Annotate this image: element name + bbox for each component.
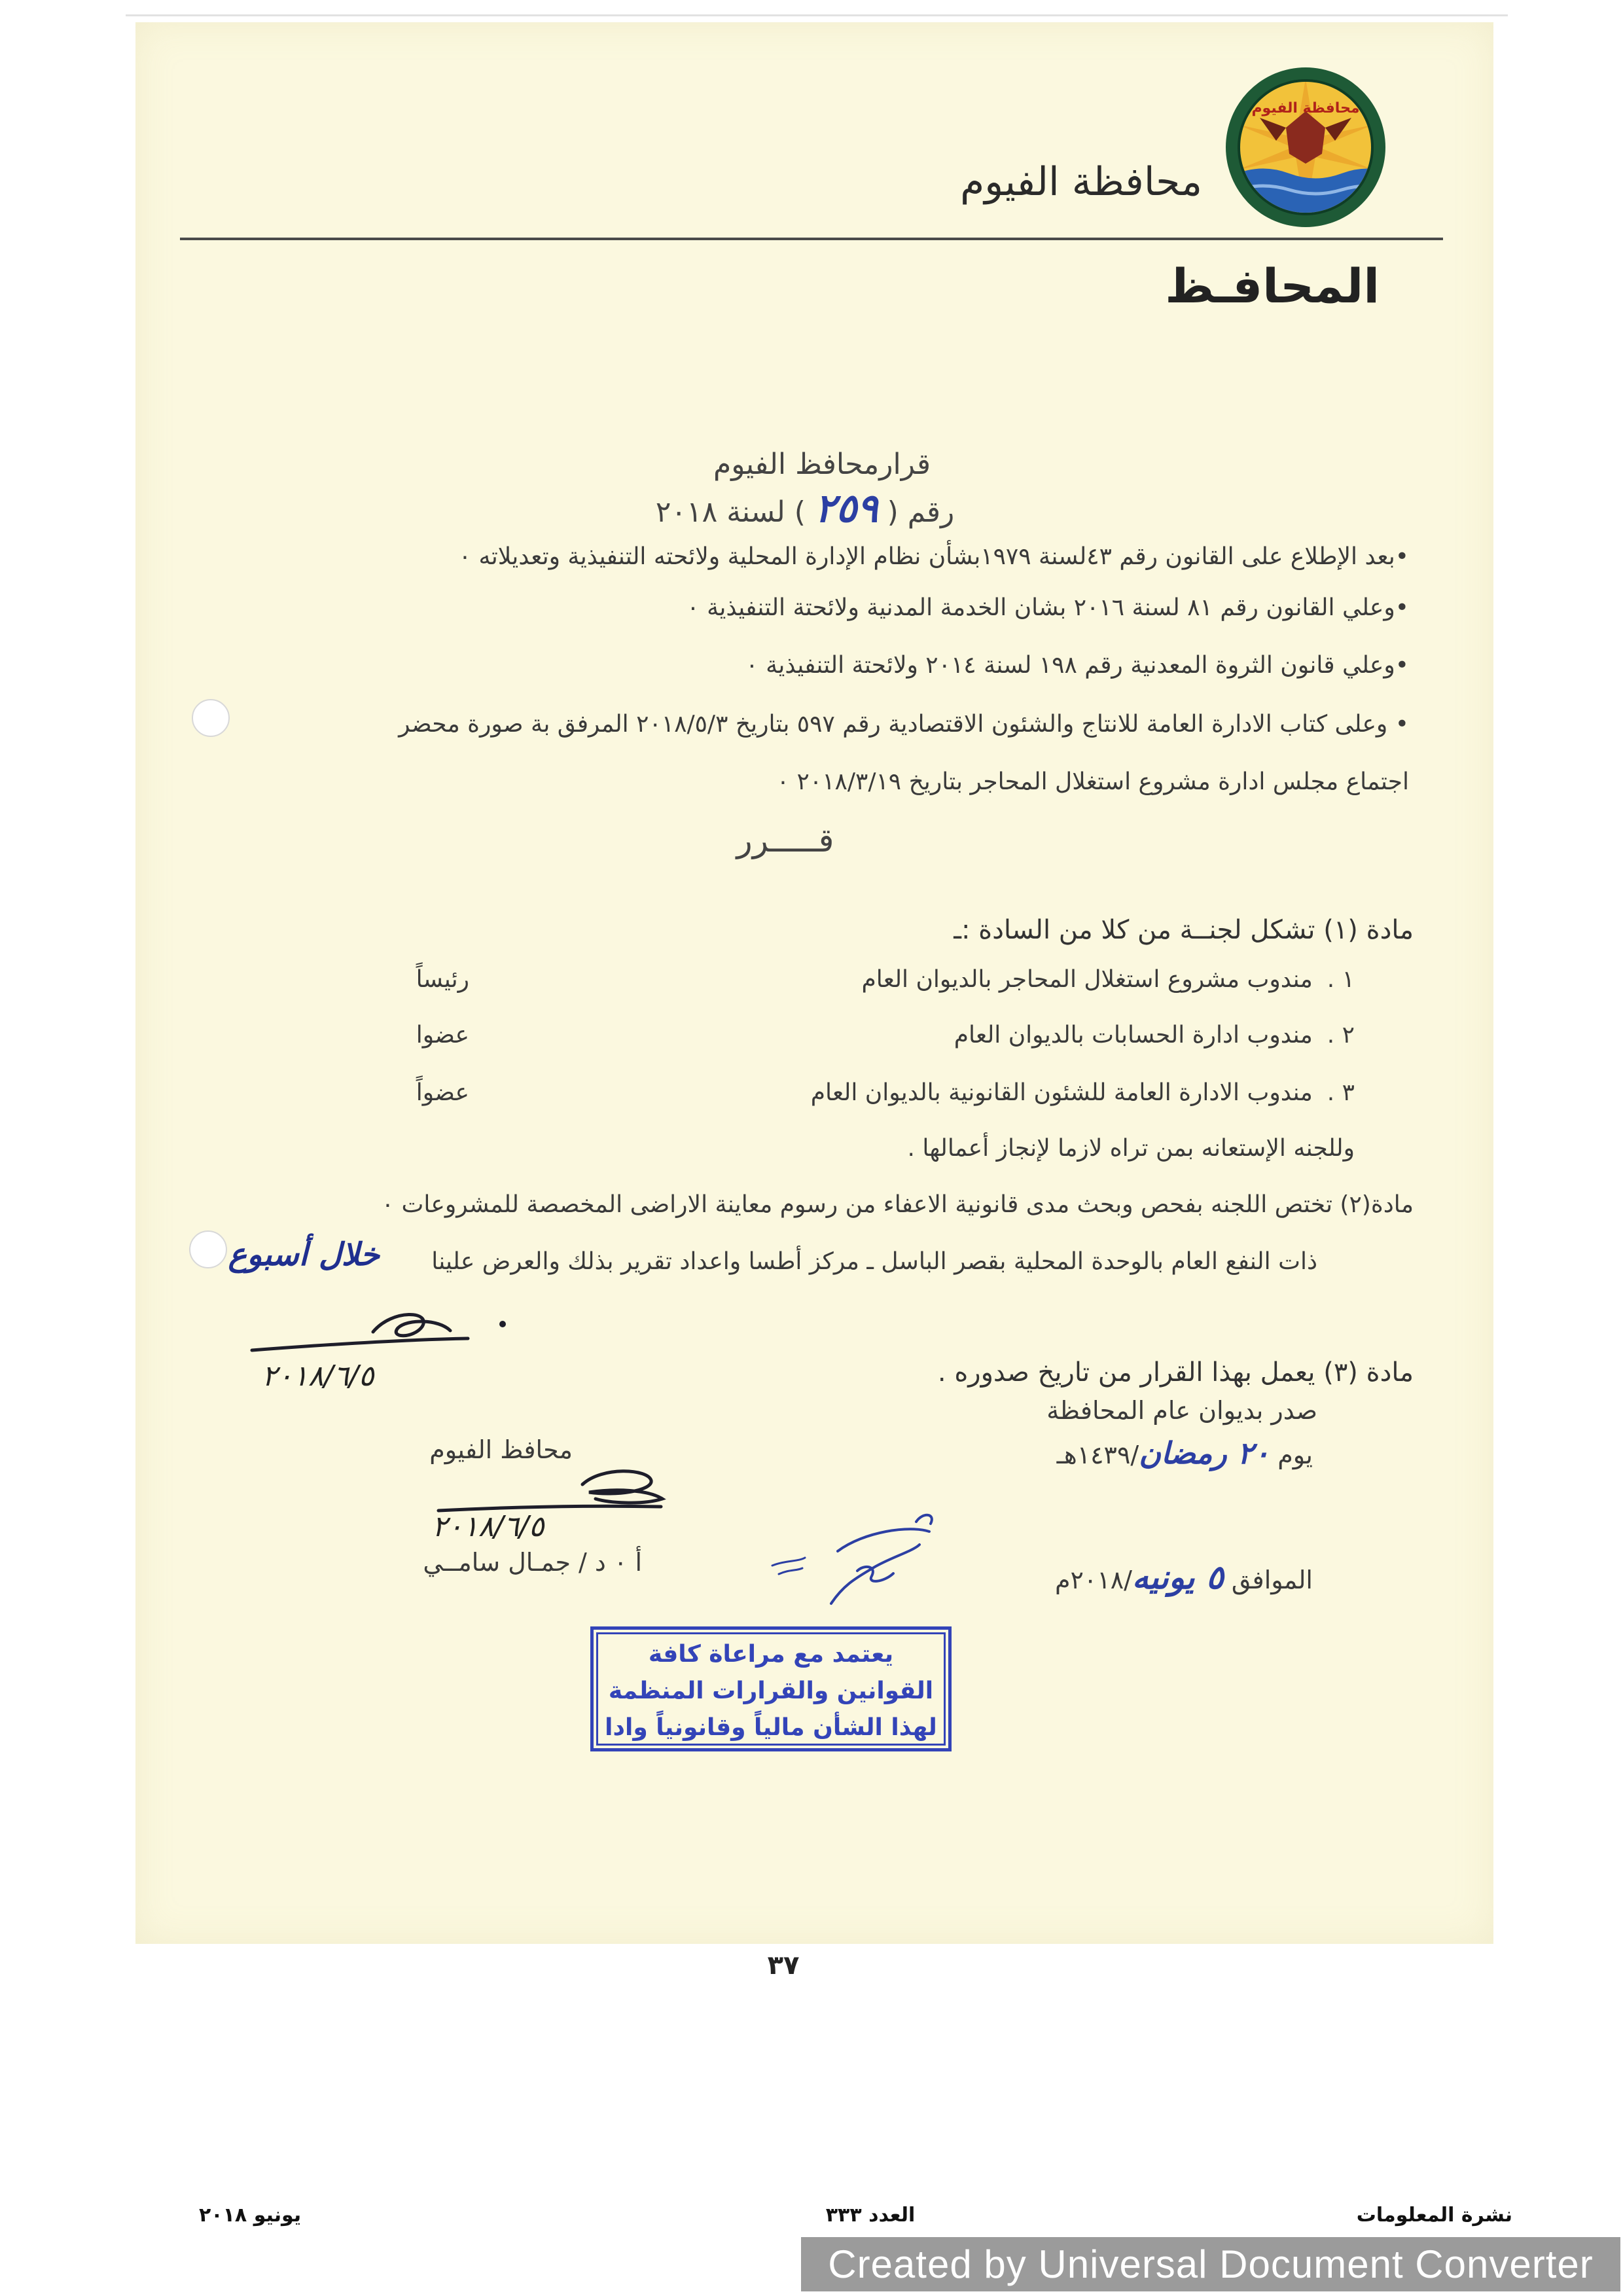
article-2-line: مادة(٢) تختص اللجنه بفحص وبحث مدى قانونية الاعفاء من رسوم معاينة الاراضى المخصصة للمشروعات ٠ xyxy=(381,1191,1414,1218)
decided-heading: قـــــرر xyxy=(736,821,834,859)
hijri-date-printed: /١٤٣٩هـ xyxy=(1056,1441,1139,1469)
punch-hole xyxy=(192,699,230,737)
member-name: مندوب ادارة الحسابات بالديوان العام xyxy=(954,1022,1313,1049)
governor-name: أ ٠ د / جمـال سامــي xyxy=(423,1548,642,1577)
member-name: مندوب الادارة العامة للشئون القانونية بالديوان العام xyxy=(810,1079,1313,1106)
punch-hole xyxy=(189,1230,227,1268)
footer-issue: العدد ٣٣٣ xyxy=(825,2204,916,2227)
decree-number-suffix: ) لسنة ٢٠١٨ xyxy=(655,495,806,529)
stamp-line: القوانين والقرارات المنظمة xyxy=(608,1677,934,1704)
gregorian-date-handwritten: ٥ يونيه xyxy=(1132,1558,1224,1596)
converter-watermark: Created by Universal Document Converter xyxy=(801,2237,1620,2291)
margin-signature-date: ٢٠١٨/٦/٥ xyxy=(262,1359,374,1393)
governor-signature-date: ٢٠١٨/٦/٥ xyxy=(432,1510,544,1543)
committee-note: وللجنه الإستعانه بمن تراه لازما لإنجاز أعمالها . xyxy=(907,1135,1355,1162)
member-number: ١ . xyxy=(1327,966,1355,993)
decree-heading: قرارمحافظ الفيوم xyxy=(713,448,931,481)
member-number: ٣ . xyxy=(1327,1079,1355,1106)
hijri-date-line xyxy=(1057,1437,1313,1471)
article-1-heading: مادة (١) تشكل لجنــة من كلا من السادة :ـ xyxy=(954,915,1414,945)
governorate-logo xyxy=(1224,65,1387,229)
member-role: رئيساً xyxy=(416,966,469,993)
decree-number-line xyxy=(589,486,1021,535)
member-number: ٢ . xyxy=(1327,1022,1355,1049)
hijri-date-label: يوم xyxy=(1277,1441,1313,1469)
preamble-line: •بعد الإطلاع على القانون رقم ٤٣لسنة ١٩٧٩بشأن نظام الإدارة المحلية ولائحته التنفيذية وتعديلاته ٠ xyxy=(458,543,1409,570)
issued-at: صدر بديوان عام المحافظة xyxy=(1046,1396,1317,1425)
governorate-title: محافظة الفيوم xyxy=(960,159,1202,205)
decree-number-prefix: رقم ( xyxy=(887,495,955,529)
footer-date: يونيو ٢٠١٨ xyxy=(199,2204,302,2227)
preamble-line: اجتماع مجلس ادارة مشروع استغلال المحاجر بتاريخ ٢٠١٨/٣/١٩ ٠ xyxy=(776,768,1409,795)
hijri-date-handwritten: ٢٠ رمضان xyxy=(1139,1435,1270,1471)
article-3-heading: مادة (٣) يعمل بهذا القرار من تاريخ صدوره . xyxy=(937,1357,1414,1388)
member-role: عضوا xyxy=(416,1022,469,1049)
page-number: ٣٧ xyxy=(767,1950,800,1981)
stamp-line: لهذا الشأن مالياً وقانونياً وادا xyxy=(605,1714,937,1741)
office-title: المحافـظ xyxy=(1165,259,1380,314)
committee-member xyxy=(861,963,1355,996)
gregorian-date-label: الموافق xyxy=(1231,1566,1313,1594)
footer-publication: نشرة المعلومات xyxy=(1356,2204,1512,2227)
preamble-line: •وعلي القانون رقم ٨١ لسنة ٢٠١٦ بشان الخدمة المدنية ولائحتة التنفيذية ٠ xyxy=(687,594,1409,621)
handwritten-addition: خلال أسبوع xyxy=(228,1236,380,1273)
preamble-line: • وعلى كتاب الادارة العامة للانتاج والشئون الاقتصادية رقم ٥٩٧ بتاريخ ٢٠١٨/٥/٣ المرفق بة صورة محضر xyxy=(399,711,1409,738)
article-2-line: ذات النفع العام بالوحدة المحلية بقصر الباسل ـ مركز أطسا واعداد تقرير بذلك والعرض علينا xyxy=(431,1248,1317,1275)
decree-number-handwritten: ٢٥٩ xyxy=(814,486,878,531)
member-name: مندوب مشروع استغلال المحاجر بالديوان العام xyxy=(861,966,1313,993)
handwritten-scribble xyxy=(759,1505,955,1610)
committee-member xyxy=(954,1019,1355,1052)
gregorian-date-printed: /٢٠١٨م xyxy=(1054,1566,1132,1594)
committee-member xyxy=(811,1077,1355,1109)
gregorian-date-line xyxy=(1055,1556,1313,1601)
logo-lettering: محافظة الفيوم xyxy=(1251,100,1360,117)
page-top-rule xyxy=(126,14,1508,16)
preamble-line: •وعلي قانون الثروة المعدنية رقم ١٩٨ لسنة ٢٠١٤ ولائحتة التنفيذية ٠ xyxy=(745,652,1409,679)
member-role: عضواً xyxy=(416,1079,469,1106)
governor-title: محافظ الفيوم xyxy=(429,1435,573,1464)
stamp-line: يعتمد مع مراعاة كافة xyxy=(648,1641,894,1668)
approval-stamp xyxy=(590,1626,952,1751)
header-divider xyxy=(180,238,1443,240)
